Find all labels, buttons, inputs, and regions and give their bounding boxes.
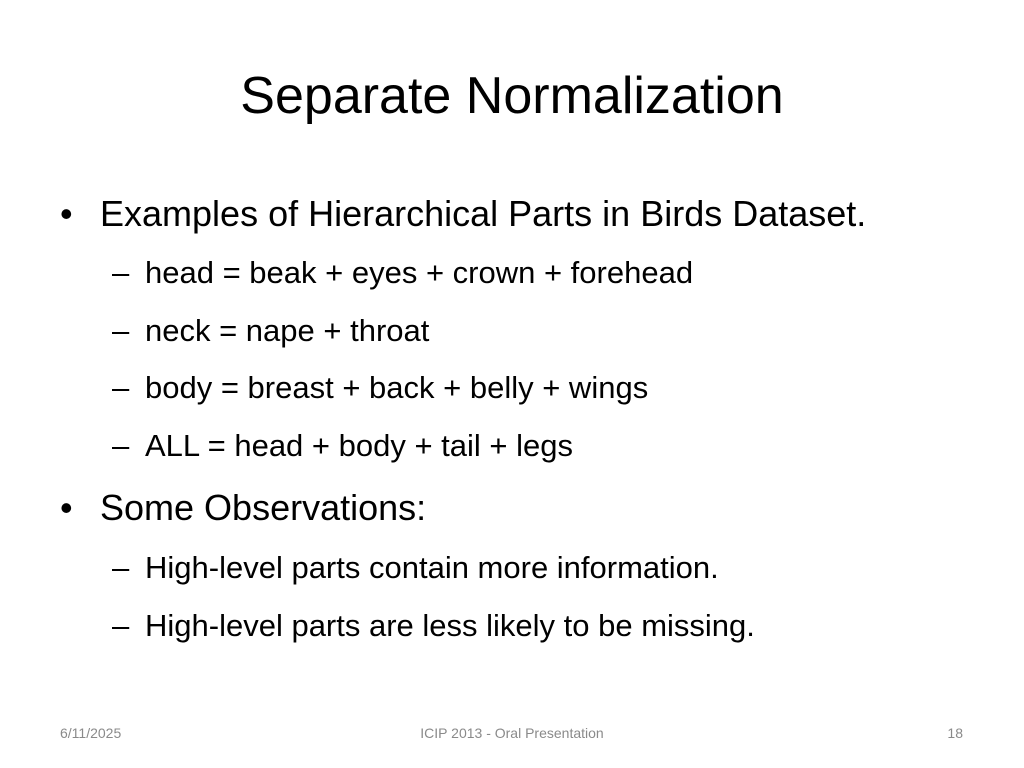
- bullet-item: [60, 192, 866, 236]
- bullet-icon: •: [60, 193, 73, 234]
- sub-bullet-text: High-level parts contain more information.: [145, 550, 719, 585]
- dash-icon: –: [112, 608, 130, 643]
- sub-bullet-text: head = beak + eyes + crown + forehead: [145, 255, 694, 290]
- sub-bullet-text: ALL = head + body + tail + legs: [145, 428, 574, 463]
- slide-title: Separate Normalization: [240, 67, 784, 125]
- sub-bullet-item: [112, 548, 719, 588]
- sub-bullet-item: [112, 606, 755, 646]
- bullet-item: [60, 486, 426, 530]
- dash-icon: –: [112, 313, 130, 348]
- dash-icon: –: [112, 428, 130, 463]
- sub-bullet-item: [112, 368, 648, 408]
- bullet-text: Some Observations:: [100, 487, 427, 528]
- sub-bullet-item: [112, 426, 573, 466]
- dash-icon: –: [112, 255, 130, 290]
- sub-bullet-text: neck = nape + throat: [145, 313, 430, 348]
- page-number: 18: [947, 725, 963, 741]
- sub-bullet-text: High-level parts are less likely to be missing.: [145, 608, 755, 643]
- sub-bullet-item: [112, 311, 429, 351]
- sub-bullet-item: [112, 253, 693, 293]
- sub-bullet-text: body = breast + back + belly + wings: [145, 370, 649, 405]
- footer-center-text: ICIP 2013 - Oral Presentation: [420, 725, 604, 741]
- bullet-text: Examples of Hierarchical Parts in Birds Dataset.: [100, 193, 867, 234]
- dash-icon: –: [112, 550, 130, 585]
- bullet-icon: •: [60, 487, 73, 528]
- footer-date: 6/11/2025: [60, 725, 122, 741]
- dash-icon: –: [112, 370, 130, 405]
